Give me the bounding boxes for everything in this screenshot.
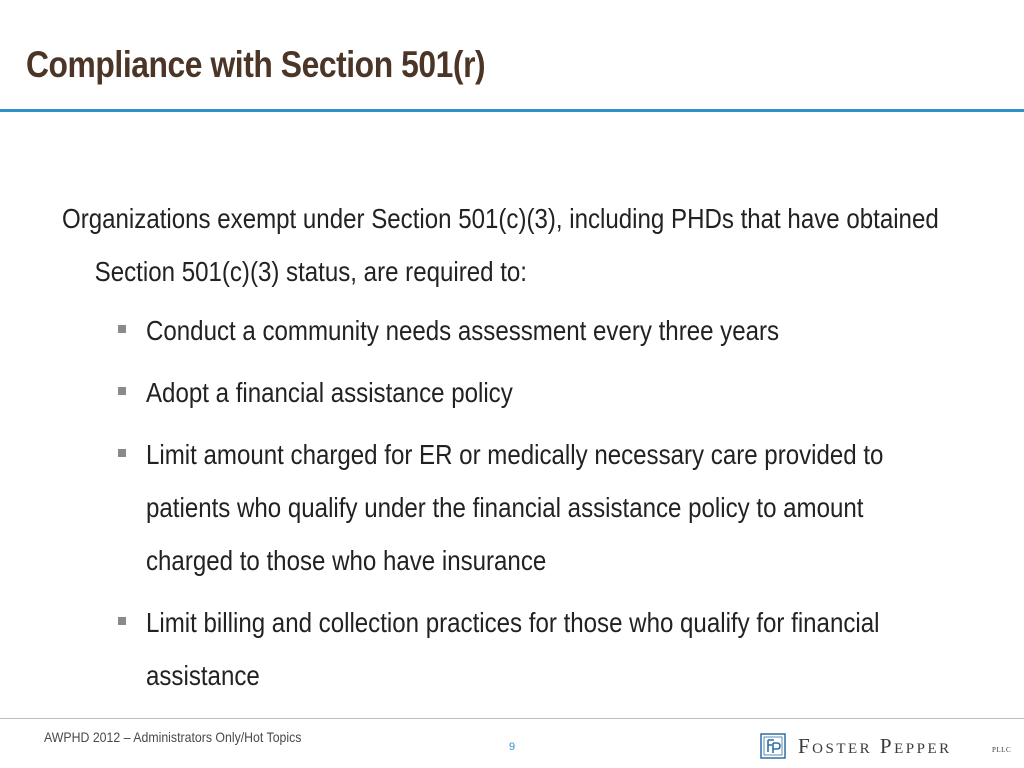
lead-paragraph: Organizations exempt under Section 501(c)(3), including PHDs that have obtained Section 501(c)(3) status, are required to: (62, 203, 939, 287)
bullet-text: Limit amount charged for ER or medically necessary care provided to patients who qualify under the financial assistance policy to amount charged to those who have insurance (146, 439, 884, 576)
title-divider (0, 109, 1024, 112)
foster-pepper-fp-monogram-icon (760, 733, 786, 759)
footer-divider (0, 718, 1024, 719)
bullet-text: Limit billing and collection practices for those who qualify for financial assistance (146, 607, 880, 691)
slide-body (62, 192, 962, 711)
page-number: 9 (508, 741, 516, 753)
logo-wordmark: Foster Pepper (798, 734, 952, 758)
bullet-text: Adopt a financial assistance policy (146, 377, 513, 408)
square-bullet-icon (118, 617, 126, 625)
bullet-item (62, 596, 962, 702)
square-bullet-icon (118, 387, 126, 395)
square-bullet-icon (118, 449, 126, 457)
bullet-item (62, 304, 962, 357)
bullet-item (62, 428, 962, 587)
bullet-list (62, 304, 962, 702)
logo-suffix: PLLC (992, 746, 1012, 754)
square-bullet-icon (118, 325, 126, 333)
footer-event-label: AWPHD 2012 – Administrators Only/Hot Topics (44, 729, 302, 745)
foster-pepper-logo (760, 733, 1010, 761)
bullet-text: Conduct a community needs assessment every three years (146, 315, 780, 346)
bullet-item (62, 366, 962, 419)
slide-title: Compliance with Section 501(r) (26, 44, 486, 85)
